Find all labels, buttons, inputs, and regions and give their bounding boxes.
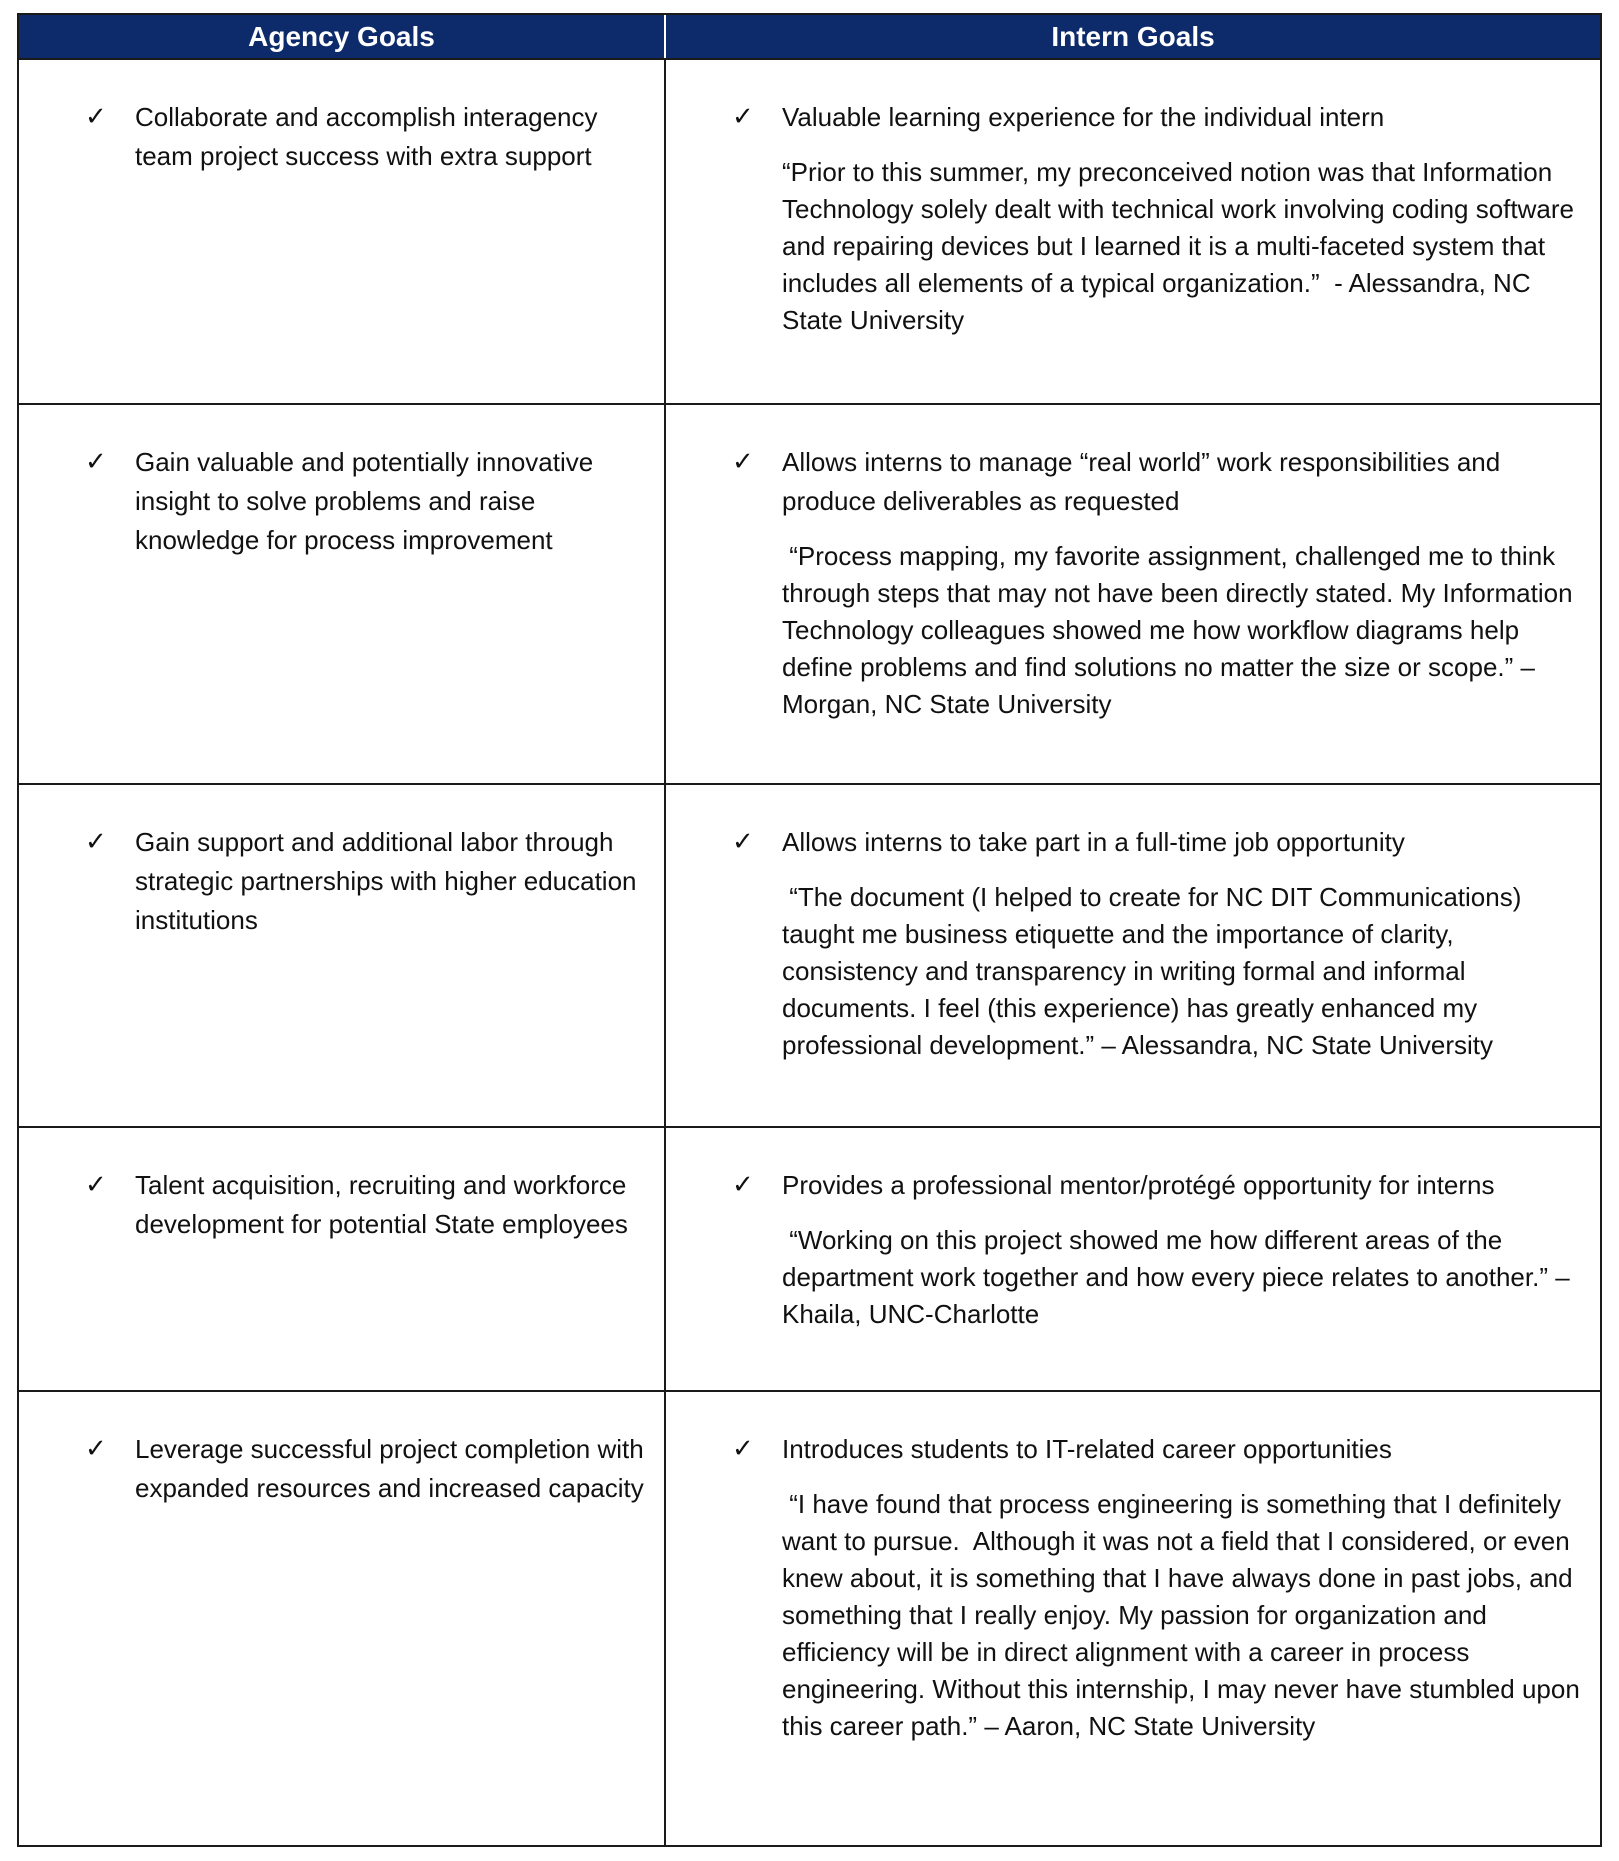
agency-goal-cell (19, 1392, 666, 1847)
checkmark-icon: ✓ (85, 1170, 107, 1200)
table-header (19, 15, 1600, 60)
agency-goal (85, 443, 644, 560)
checkmark-icon: ✓ (732, 1170, 754, 1200)
agency-goal (85, 1166, 644, 1244)
intern-goal-text: Valuable learning experience for the individual intern (782, 102, 1385, 132)
intern-goals-header: Intern Goals (1051, 20, 1215, 52)
agency-goal-text: Gain support and additional labor through strategic partnerships with higher education institutions (135, 827, 637, 935)
intern-goal (732, 1430, 1582, 1469)
intern-quote: “The document (I helped to create for NC DIT Communications) taught me business etiquette and the importance of clarity, consistency and transparency in writing formal and informal documents. I feel (this experience) has greatly enhanced my professional development.” – Alessandra, NC State University (782, 882, 1529, 1060)
intern-goal-text: Introduces students to IT-related career opportunities (782, 1434, 1392, 1464)
checkmark-icon: ✓ (732, 102, 754, 132)
intern-quote: “Prior to this summer, my preconceived notion was that Information Technology solely dealt with technical work involving coding software and repairing devices but I learned it is a multi-faceted system that includes all elements of a typical organization.” - Alessandra, NC State University (782, 157, 1582, 335)
agency-goals-header: Agency Goals (19, 15, 666, 58)
agency-goal-text: Leverage successful project completion with expanded resources and increased capacity (135, 1434, 644, 1503)
checkmark-icon: ✓ (85, 447, 107, 477)
table-row (19, 785, 1600, 1128)
agency-goal-text: Talent acquisition, recruiting and workforce development for potential State employees (135, 1170, 628, 1239)
intern-goal-cell (666, 1392, 1600, 1847)
intern-goal (732, 443, 1582, 521)
table-row (19, 60, 1600, 405)
intern-quote: “Working on this project showed me how different areas of the department work together and how every piece relates to another.” – Khaila, UNC-Charlotte (782, 1225, 1577, 1329)
agency-goal-cell (19, 60, 666, 403)
intern-goal-cell (666, 60, 1600, 403)
checkmark-icon: ✓ (732, 1434, 754, 1464)
intern-quote: “Process mapping, my favorite assignment, challenged me to think through steps that may not have been directly stated. My Information Technology colleagues showed me how workflow diagrams help define problems and find solutions no matter the size or scope.” – Morgan, NC State University (782, 541, 1580, 719)
checkmark-icon: ✓ (85, 1434, 107, 1464)
table-row (19, 1392, 1600, 1847)
intern-goal-text: Allows interns to manage “real world” work responsibilities and produce deliverables as requested (782, 447, 1501, 516)
intern-goal-cell (666, 1128, 1600, 1390)
intern-goal-text: Allows interns to take part in a full-time job opportunity (782, 827, 1405, 857)
table-row (19, 1128, 1600, 1392)
agency-goal-cell (19, 405, 666, 783)
agency-goal (85, 98, 644, 176)
agency-goal-cell (19, 785, 666, 1126)
agency-goal-cell (19, 1128, 666, 1390)
agency-goal-text: Gain valuable and potentially innovative insight to solve problems and raise knowledge for process improvement (135, 447, 594, 555)
agency-goal (85, 1430, 644, 1508)
checkmark-icon: ✓ (732, 827, 754, 857)
checkmark-icon: ✓ (85, 827, 107, 857)
intern-goal-cell (666, 785, 1600, 1126)
table-row (19, 405, 1600, 785)
intern-goal-cell (666, 405, 1600, 783)
goals-table (17, 13, 1602, 1847)
agency-goal (85, 823, 644, 940)
intern-goal (732, 98, 1582, 137)
intern-goal (732, 823, 1582, 862)
checkmark-icon: ✓ (85, 102, 107, 132)
intern-goal-text: Provides a professional mentor/protégé opportunity for interns (782, 1170, 1495, 1200)
agency-goal-text: Collaborate and accomplish interagency team project success with extra support (135, 102, 598, 171)
intern-quote: “I have found that process engineering is something that I definitely want to pursue. Although it was not a field that I considered, or even knew about, it is something that I have always done in past jobs, and something that I really enjoy. My passion for organization and efficiency will be in direct alignment with a career in process engineering. Without this internship, I may never have stumbled upon this career path.” – Aaron, NC State University (782, 1489, 1588, 1741)
intern-goal (732, 1166, 1582, 1205)
checkmark-icon: ✓ (732, 447, 754, 477)
